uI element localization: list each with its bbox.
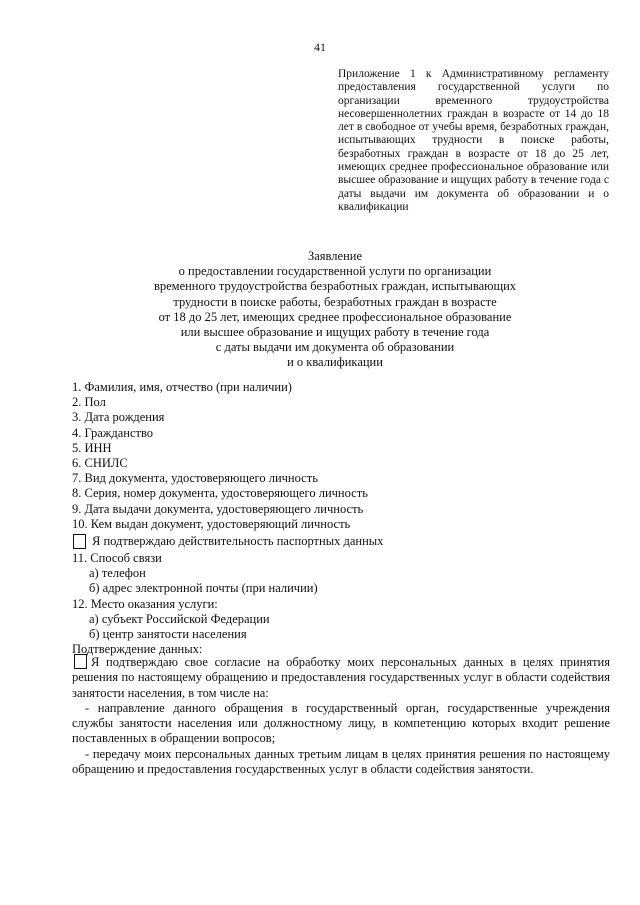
consent-section [72,654,610,777]
field-id-doc-type: 7. Вид документа, удостоверяющего личность [72,471,318,486]
passport-confirm-checkbox[interactable] [73,534,86,549]
field-full-name: 1. Фамилия, имя, отчество (при наличии) [72,380,292,394]
contact-option-phone: а) телефон [89,566,146,581]
title-line: с даты выдачи им документа об образовании [215,340,455,355]
appendix-note: Приложение 1 к Административному регламенту предоставления государственной услуги по организации временного трудоустройства несовершеннолетних граждан в возрасте от 14 до 18 лет в свободное от учебы время, безработных граждан, испытывающих трудности в поиске работы, безработных граждан в возрасте от 18 до 25 лет, имеющих среднее профессиональное образование или высшее образование и ищущих работу в течение года с даты выдачи им документа об образовании и о квалификации [338,68,609,213]
page-number: 41 [314,40,326,54]
service-place-option-center: б) центр занятости населения [89,627,247,642]
field-id-doc-number: 8. Серия, номер документа, удостоверяющего личность [72,486,368,501]
consent-checkbox[interactable] [74,654,87,669]
field-birth-date: 3. Дата рождения [72,410,165,425]
passport-confirm-row[interactable] [73,533,612,550]
service-place-option-region: а) субъект Российской Федерации [89,611,270,626]
field-id-doc-issuer: 10. Кем выдан документ, удостоверяющий личность [72,516,351,531]
consent-main-paragraph [72,654,610,701]
consent-item: - направление данного обращения в государственный орган, государственные учреждения службы занятости населения или должностному лицу, в компетенцию которых входит решение поставленных в обращении вопросов; [72,700,610,746]
consent-item: - передачу моих персональных данных третьим лицам в целях принятия решения по настоящему обращению и предоставления государственных услуг в области содействия занятости. [72,746,610,777]
passport-confirm-label: Я подтверждаю действительность паспортных данных [92,533,384,548]
field-citizenship: 4. Гражданство [72,425,154,440]
contact-option-email: б) адрес электронной почты (при наличии) [89,581,318,596]
application-fields [72,380,612,657]
title-line: от 18 до 25 лет, имеющих среднее профессиональное образование [158,309,512,324]
consent-main-text: Я подтверждаю свое согласие на обработку моих персональных данных в целях принятия решения по настоящему обращению и предоставления государственных услуг в области содействия занятости населения, в том числе на: [72,655,610,700]
title-line: временного трудоустройства безработных граждан, испытывающих [153,279,517,294]
service-place-label: 12. Место оказания услуги: [72,596,218,611]
title-line: и о квалификации [287,355,383,370]
title-line: о предоставлении государственной услуги по организации [178,264,492,279]
title-line: трудности в поиске работы, безработных граждан в возрасте [173,294,497,309]
title-line: или высшее образование и ищущих работу в течение года [180,325,490,340]
field-sex: 2. Пол [72,395,106,410]
document-title [40,249,630,371]
data-confirmation-label: Подтверждение данных: [72,642,203,657]
field-id-doc-date: 9. Дата выдачи документа, удостоверяющего личность [72,501,364,516]
field-snils: 6. СНИЛС [72,456,128,471]
contact-method-label: 11. Способ связи [72,551,162,566]
title-line: Заявление [307,249,362,263]
field-inn: 5. ИНН [72,440,112,455]
